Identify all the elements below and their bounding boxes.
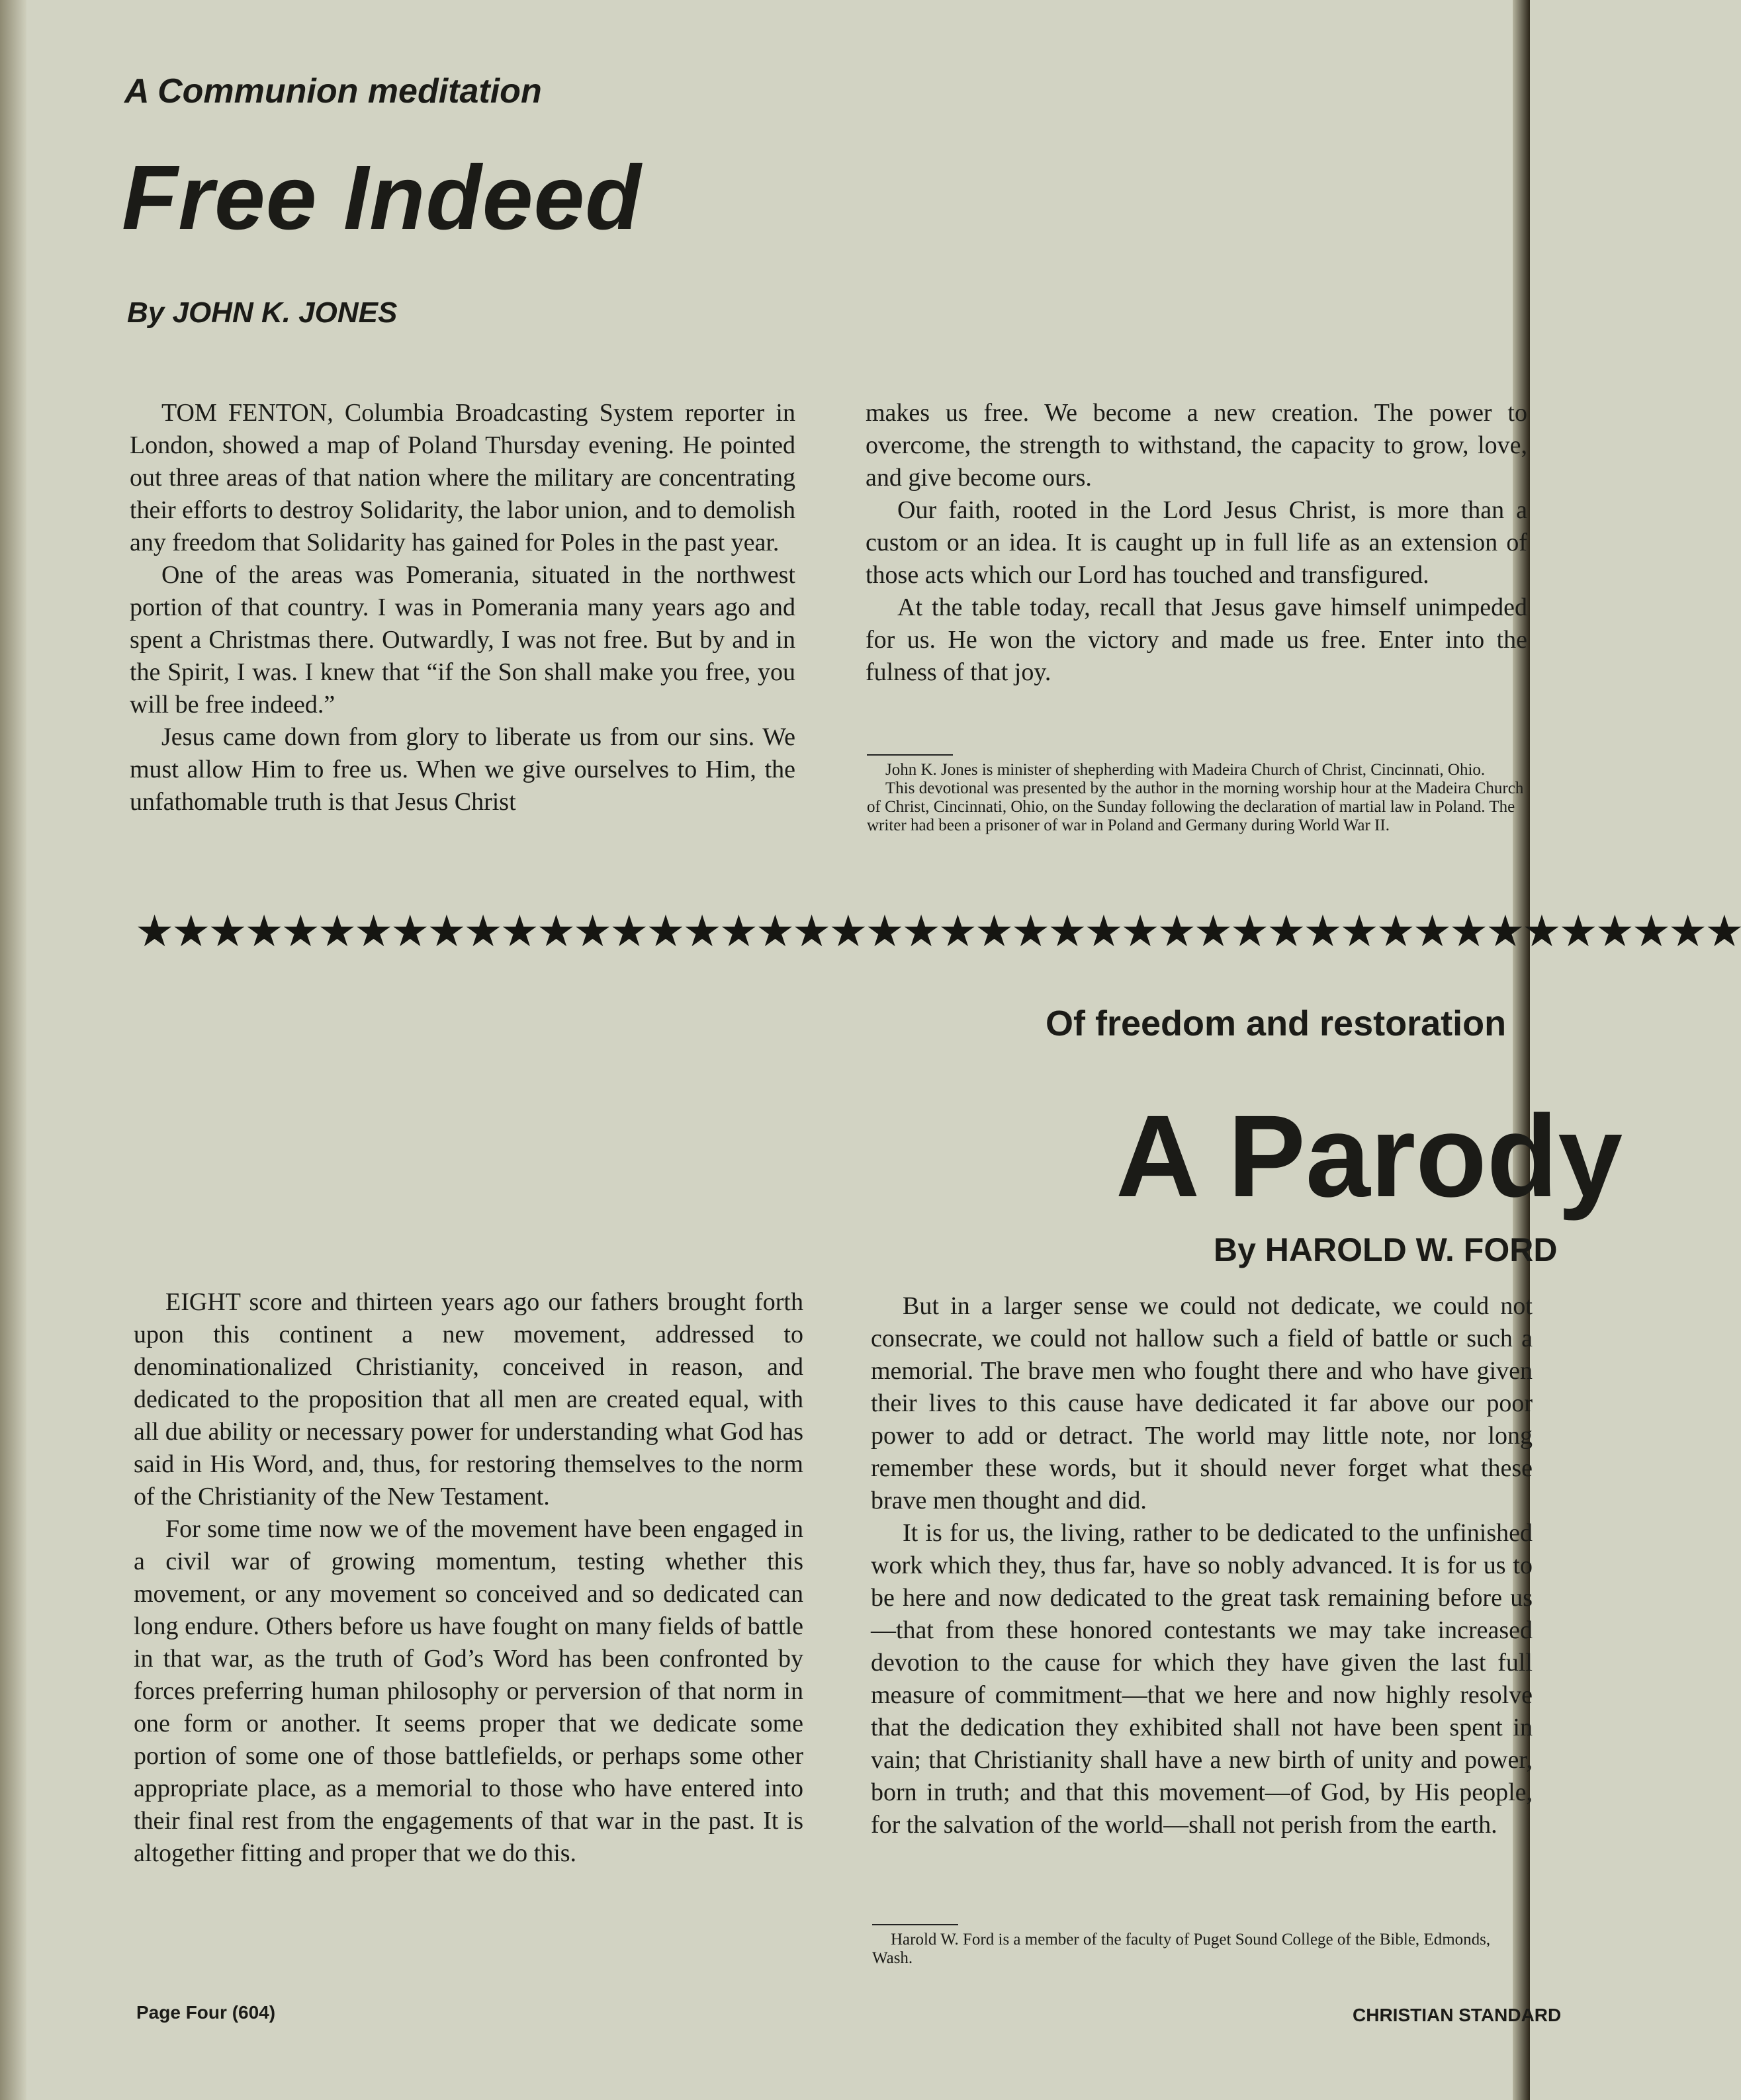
article1-footnotes [867,761,1529,835]
article1-paragraph: makes us free. We become a new creation. The power to overcome, the strength to withstand, the capacity to grow, love, and give become ours. [866,399,1527,492]
article2-footnote [872,1931,1527,1968]
article1-paragraph: TOM FENTON, Columbia Broadcasting System reporter in London, showed a map of Poland Thursday evening. He pointed out three areas of that nation where the military are concentrating their efforts to destroy Solidarity, the labor union, and to demolish any freedom that Solidarity has gained for Poles in the past year. [130,399,795,556]
article2-paragraph: It is for us, the living, rather to be dedicated to the unfinished work which they, thus far, have so nobly advanced. It is for us to be here and now dedicated to the great task remaining before us—that from these honored contestants we may take increased devotion to the cause for which they have given the last full measure of commitment—that we here and now highly resolve that the dedication they exhibited shall not have been spent in vain; that Christianity shall have a new birth of unity and power, born in truth; and that this movement—of God, by His people, for the salvation of the world—shall not perish from the earth. [871,1519,1533,1839]
article1-paragraph: Jesus came down from glory to liberate us from our sins. We must allow Him to free us. When we give ourselves to Him, the unfathomable truth is that Jesus Christ [130,723,795,816]
article1-footnote-rule [867,754,953,756]
article1-title: Free Indeed [122,147,642,249]
author-note: Harold W. Ford is a member of the faculty of Puget Sound College of the Bible, Edmonds, Wash. [872,1931,1491,1967]
article1-column-1 [130,397,795,818]
article1-column-2 [866,397,1527,689]
author-note: John K. Jones is minister of shepherding with Madeira Church of Christ, Cincinnati, Ohio. [885,761,1486,779]
article2-byline: By HAROLD W. FORD [1214,1231,1558,1268]
article2-footnote-rule [872,1924,958,1925]
article2-paragraph: EIGHT score and thirteen years ago our fathers brought forth upon this continent a new movement, addressed to denominationalized Christianity, conceived in reason, and dedicated to the proposition that all men are created equal, with all due ability or necessary power for understanding what God has said in His Word, and, thus, for restoring themselves to the norm of the Christianity of the New Testament. [134,1288,803,1510]
publication-name: CHRISTIAN STANDARD [1353,2005,1562,2025]
article1-kicker: A Communion meditation [124,72,542,110]
article2-title: A Parody [1116,1092,1623,1221]
article2-paragraph: But in a larger sense we could not dedicate, we could not consecrate, we could not hallow such a field of battle or such a memorial. The brave men who fought there and who have given their lives to this cause have dedicated it far above our poor power to add or detract. The world may little note, nor long remember these words, but it should never forget what these brave men thought and did. [871,1292,1533,1514]
presentation-note: This devotional was presented by the author in the morning worship hour at the Madeira Church of Christ, Cincinnati, Ohio, on the Sunday following the declaration of martial law in Poland. The writer had been a prisoner of war in Poland and Germany during World War II. [867,779,1524,834]
article1-paragraph: At the table today, recall that Jesus gave himself unimpeded for us. He won the victory and made us free. Enter into the fulness of that joy. [866,593,1527,686]
article2-column-1 [134,1286,803,1870]
article1-byline: By JOHN K. JONES [127,296,398,329]
article2-kicker: Of freedom and restoration [1046,1004,1507,1043]
article2-paragraph: For some time now we of the movement have been engaged in a civil war of growing momentum, testing whether this movement, or any movement so conceived and so dedicated can long endure. Others before us have fought on many fields of battle in that war, as the truth of God’s Word has been confronted by forces preferring human philosophy or perversion of that norm in one form or another. It seems proper that we dedicate some portion of some one of those battlefields, or perhaps some other appropriate place, as a memorial to those who have entered into their final rest from the engagements of that war in the past. It is altogether fitting and proper that we do this. [134,1515,803,1867]
star-divider: ★★★★★★★★★★★★★★★★★★★★★★★★★★★★★★★★★★★★★★★★★★★★ [135,908,1741,956]
article2-column-2 [871,1290,1533,1841]
article1-paragraph: Our faith, rooted in the Lord Jesus Christ, is more than a custom or an idea. It is caught up in full life as an extension of those acts which our Lord has touched and transfigured. [866,496,1527,589]
page-number: Page Four (604) [136,2002,276,2023]
page-gutter-shadow [0,0,26,2100]
article1-paragraph: One of the areas was Pomerania, situated in the northwest portion of that country. I was in Pomerania many years ago and spent a Christmas there. Outwardly, I was not free. But by and in the Spirit, I was. I knew that “if the Son shall make you free, you will be free indeed.” [130,561,795,719]
